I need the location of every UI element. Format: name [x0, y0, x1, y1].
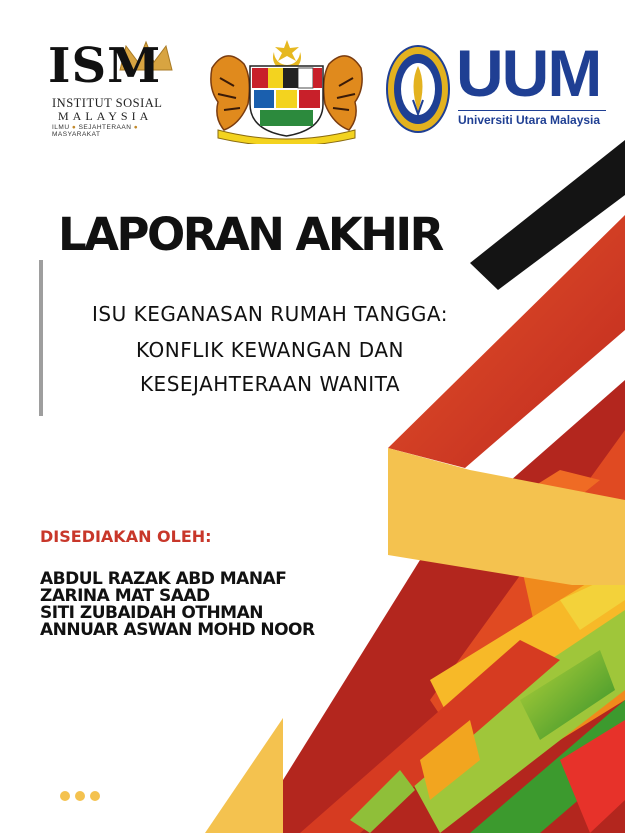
uum-divider — [458, 110, 606, 111]
decorative-dot — [90, 791, 100, 801]
yellow-triangle-2 — [205, 718, 283, 833]
ism-name-line1: INSTITUT SOSIAL — [52, 96, 163, 110]
malaysia-coat-of-arms-icon — [204, 38, 369, 144]
decorative-dot — [60, 791, 70, 801]
subtitle-accent-bar — [39, 260, 43, 416]
ism-tagline-part: MASYARAKAT — [52, 131, 101, 138]
uum-full-name: Universiti Utara Malaysia — [458, 113, 601, 127]
ism-logo — [40, 38, 188, 138]
uum-seal-icon — [385, 44, 451, 134]
author-name: ABDUL RAZAK ABD MANAF — [40, 569, 287, 589]
author-name: SITI ZUBAIDAH OTHMAN — [40, 603, 263, 623]
report-subtitle-line: ISU KEGANASAN RUMAH TANGGA: — [92, 302, 448, 326]
uum-wordmark: UUM — [456, 36, 601, 110]
author-name: ANNUAR ASWAN MOHD NOOR — [40, 620, 315, 640]
report-subtitle-line: KONFLIK KEWANGAN DAN — [135, 338, 404, 362]
ism-letters: ISM — [48, 38, 162, 94]
ism-name-line2: MALAYSIA — [58, 109, 153, 123]
prepared-by-label: DISEDIAKAN OLEH: — [40, 527, 212, 546]
author-name: ZARINA MAT SAAD — [40, 586, 210, 606]
uum-wordmark-logo — [456, 36, 611, 130]
ism-tagline-part: SEJAHTERAAN — [78, 124, 132, 131]
report-title: LAPORAN AKHIR — [58, 208, 442, 261]
ism-tagline: ILMU ● SEJAHTERAAN ● MASYARAKAT — [52, 124, 139, 138]
report-subtitle-line: KESEJAHTERAAN WANITA — [139, 372, 401, 396]
decorative-dot — [75, 791, 85, 801]
ism-tagline-part: ILMU — [52, 124, 70, 131]
